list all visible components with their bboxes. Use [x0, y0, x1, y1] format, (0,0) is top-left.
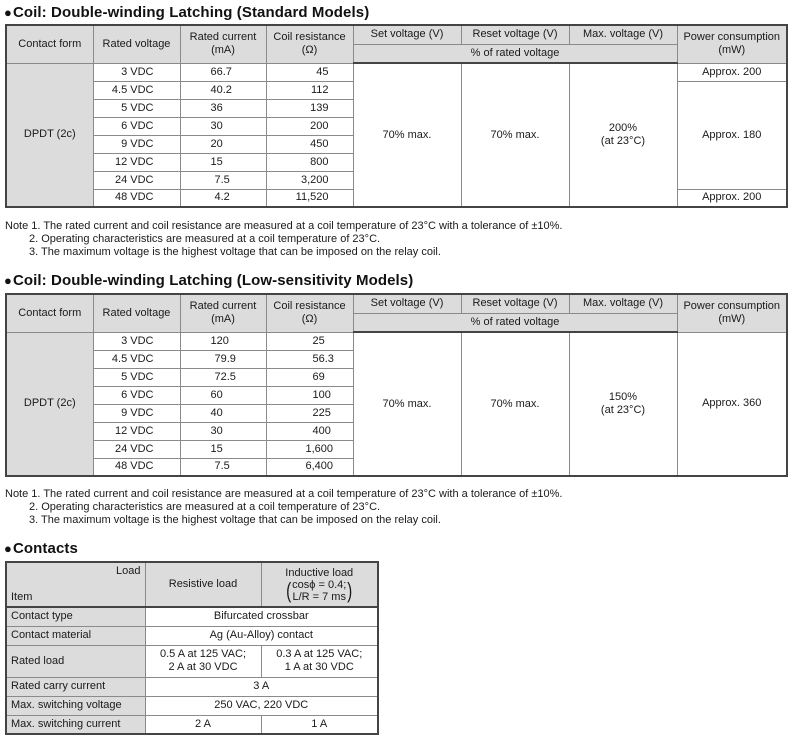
row-value-resistive: 0.5 A at 125 VAC; 2 A at 30 VDC	[145, 645, 261, 677]
rated-current-cell: 79.9	[180, 350, 266, 368]
rated-current-cell: 72.5	[180, 368, 266, 386]
coil-resistance-cell: 450	[266, 135, 353, 153]
rated-current-cell: 60	[180, 386, 266, 404]
row-value-inductive: 0.3 A at 125 VAC; 1 A at 30 VDC	[261, 645, 378, 677]
header-power-consumption: Power consumption (mW)	[677, 25, 787, 63]
power-cell: Approx. 200	[677, 189, 787, 207]
bullet-icon: ●	[4, 541, 12, 556]
note-3: 3. The maximum voltage is the highest voltage that can be imposed on the relay coil.	[29, 514, 441, 526]
note-1: Note 1. The rated current and coil resistance are measured at a coil temperature of 23°C with a tolerance of ±10%.	[5, 220, 563, 232]
coil-resistance-cell: 139	[266, 99, 353, 117]
header-inductive-load	[261, 562, 378, 607]
set-voltage-cell: 70% max.	[353, 63, 461, 207]
rated-voltage-cell: 12 VDC	[93, 153, 180, 171]
coil-resistance-cell: 200	[266, 117, 353, 135]
power-cell: Approx. 200	[677, 63, 787, 81]
header-item: Item	[11, 591, 33, 603]
rated-current-cell: 30	[180, 422, 266, 440]
contact-form-cell: DPDT (2c)	[6, 63, 93, 207]
table-row	[6, 645, 378, 677]
row-label: Max. switching voltage	[6, 696, 145, 715]
rated-voltage-cell: 6 VDC	[93, 117, 180, 135]
inductive-label: Inductive load	[285, 566, 354, 579]
coil-table-low-sensitivity	[5, 293, 788, 477]
coil-resistance-cell: 11,520	[266, 189, 353, 207]
header-rated-voltage: Rated voltage	[93, 294, 180, 332]
rated-current-cell: 66.7	[180, 63, 266, 81]
row-value: Ag (Au-Alloy) contact	[145, 626, 378, 645]
rated-voltage-cell: 4.5 VDC	[93, 350, 180, 368]
coil-resistance-cell: 3,200	[266, 171, 353, 189]
contact-form-cell: DPDT (2c)	[6, 332, 93, 476]
rated-current-cell: 40.2	[180, 81, 266, 99]
note-1: Note 1. The rated current and coil resistance are measured at a coil temperature of 23°C with a tolerance of ±10%.	[5, 488, 563, 500]
rated-voltage-cell: 3 VDC	[93, 332, 180, 350]
coil-resistance-cell: 25	[266, 332, 353, 350]
section-title-low-sensitivity	[4, 272, 413, 289]
header-pct-rated-voltage: % of rated voltage	[353, 313, 677, 332]
row-label: Rated carry current	[6, 677, 145, 696]
coil-resistance-cell: 6,400	[266, 458, 353, 476]
header-coil-resistance: Coil resistance (Ω)	[266, 25, 353, 63]
header-rated-current: Rated current (mA)	[180, 294, 266, 332]
header-max-voltage: Max. voltage (V)	[569, 25, 677, 44]
rated-voltage-cell: 24 VDC	[93, 440, 180, 458]
inductive-cond-1: cosϕ = 0.4;	[292, 578, 347, 591]
rated-voltage-cell: 9 VDC	[93, 404, 180, 422]
row-value: 3 A	[145, 677, 378, 696]
coil-table-standard	[5, 24, 788, 208]
rated-voltage-cell: 9 VDC	[93, 135, 180, 153]
table-row	[6, 607, 378, 626]
section-title-text: Coil: Double-winding Latching (Standard Models)	[12, 4, 370, 21]
rated-current-cell: 15	[180, 153, 266, 171]
header-max-voltage: Max. voltage (V)	[569, 294, 677, 313]
notes-standard	[5, 220, 562, 259]
header-load-item	[6, 562, 145, 607]
header-rated-voltage: Rated voltage	[93, 25, 180, 63]
rated-voltage-cell: 5 VDC	[93, 368, 180, 386]
coil-resistance-cell: 800	[266, 153, 353, 171]
rated-current-cell: 36	[180, 99, 266, 117]
rated-current-cell: 15	[180, 440, 266, 458]
rated-voltage-cell: 3 VDC	[93, 63, 180, 81]
coil-resistance-cell: 56.3	[266, 350, 353, 368]
rated-voltage-cell: 48 VDC	[93, 189, 180, 207]
row-label: Rated load	[6, 645, 145, 677]
table-row	[6, 677, 378, 696]
rated-current-cell: 30	[180, 117, 266, 135]
row-value-inductive: 1 A	[261, 715, 378, 734]
power-cell: Approx. 180	[677, 81, 787, 189]
header-set-voltage: Set voltage (V)	[353, 25, 461, 44]
rated-voltage-cell: 48 VDC	[93, 458, 180, 476]
rated-current-cell: 4.2	[180, 189, 266, 207]
power-cell: Approx. 360	[677, 332, 787, 476]
bullet-icon: ●	[4, 5, 12, 20]
max-voltage-cell: 150% (at 23°C)	[569, 332, 677, 476]
note-2: 2. Operating characteristics are measured at a coil temperature of 23°C.	[29, 233, 381, 245]
rated-current-cell: 7.5	[180, 171, 266, 189]
section-title-text: Contacts	[12, 540, 78, 557]
rated-current-cell: 40	[180, 404, 266, 422]
header-set-voltage: Set voltage (V)	[353, 294, 461, 313]
header-contact-form: Contact form	[6, 25, 93, 63]
header-power-consumption: Power consumption (mW)	[677, 294, 787, 332]
table-row	[6, 332, 787, 350]
table-row	[6, 63, 787, 81]
rated-current-cell: 20	[180, 135, 266, 153]
coil-resistance-cell: 112	[266, 81, 353, 99]
row-label: Contact type	[6, 607, 145, 626]
row-value: Bifurcated crossbar	[145, 607, 378, 626]
coil-resistance-cell: 1,600	[266, 440, 353, 458]
note-2: 2. Operating characteristics are measured at a coil temperature of 23°C.	[29, 501, 381, 513]
rated-current-cell: 120	[180, 332, 266, 350]
row-value-resistive: 2 A	[145, 715, 261, 734]
rated-voltage-cell: 24 VDC	[93, 171, 180, 189]
coil-resistance-cell: 100	[266, 386, 353, 404]
row-label: Contact material	[6, 626, 145, 645]
bullet-icon: ●	[4, 273, 12, 288]
header-reset-voltage: Reset voltage (V)	[461, 25, 569, 44]
header-contact-form: Contact form	[6, 294, 93, 332]
reset-voltage-cell: 70% max.	[461, 332, 569, 476]
section-title-contacts	[4, 540, 78, 557]
section-title-text: Coil: Double-winding Latching (Low-sensitivity Models)	[12, 272, 414, 289]
table-row	[6, 696, 378, 715]
coil-resistance-cell: 69	[266, 368, 353, 386]
max-voltage-cell: 200% (at 23°C)	[569, 63, 677, 207]
note-3: 3. The maximum voltage is the highest voltage that can be imposed on the relay coil.	[29, 246, 441, 258]
row-value: 250 VAC, 220 VDC	[145, 696, 378, 715]
coil-resistance-cell: 45	[266, 63, 353, 81]
paren-right-icon: )	[347, 577, 353, 603]
header-pct-rated-voltage: % of rated voltage	[353, 44, 677, 63]
header-rated-current: Rated current (mA)	[180, 25, 266, 63]
set-voltage-cell: 70% max.	[353, 332, 461, 476]
header-resistive-load: Resistive load	[145, 562, 261, 607]
header-coil-resistance: Coil resistance (Ω)	[266, 294, 353, 332]
contacts-table	[5, 561, 379, 735]
reset-voltage-cell: 70% max.	[461, 63, 569, 207]
rated-voltage-cell: 6 VDC	[93, 386, 180, 404]
rated-voltage-cell: 12 VDC	[93, 422, 180, 440]
header-reset-voltage: Reset voltage (V)	[461, 294, 569, 313]
rated-current-cell: 7.5	[180, 458, 266, 476]
table-row	[6, 715, 378, 734]
header-load: Load	[116, 565, 141, 577]
inductive-cond-2: L/R = 7 ms	[292, 590, 346, 603]
notes-low-sensitivity	[5, 488, 562, 527]
coil-resistance-cell: 400	[266, 422, 353, 440]
row-label: Max. switching current	[6, 715, 145, 734]
table-row	[6, 626, 378, 645]
paren-left-icon: (	[285, 577, 292, 603]
section-title-standard	[4, 4, 369, 21]
coil-resistance-cell: 225	[266, 404, 353, 422]
rated-voltage-cell: 4.5 VDC	[93, 81, 180, 99]
rated-voltage-cell: 5 VDC	[93, 99, 180, 117]
